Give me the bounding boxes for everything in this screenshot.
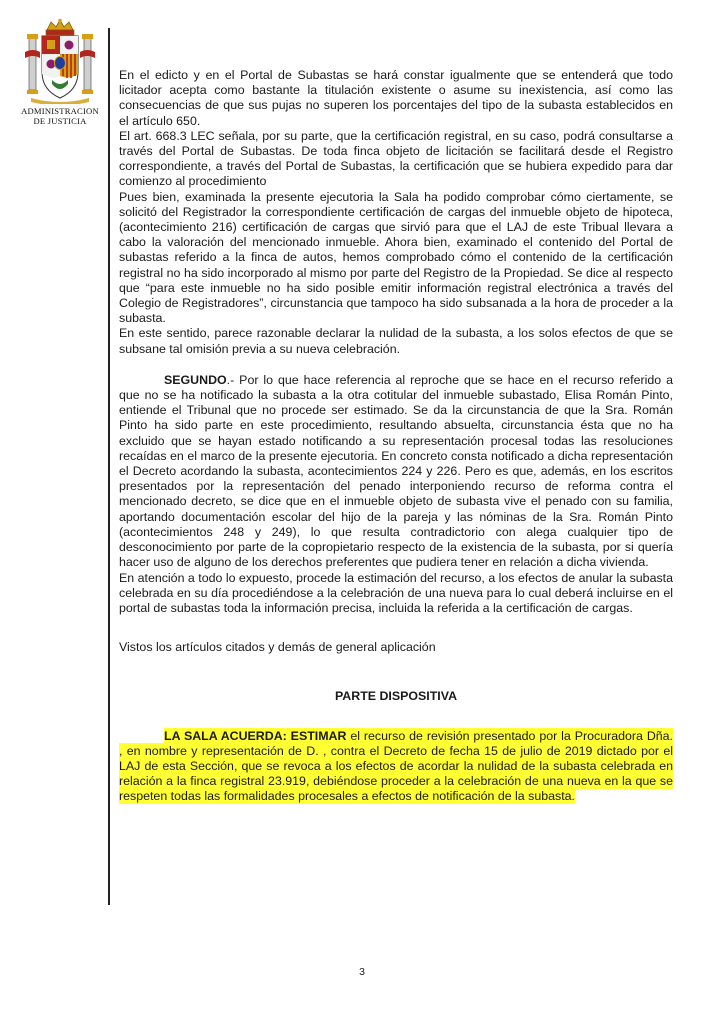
header-logo [20, 18, 100, 126]
ruling-decision: LA SALA ACUERDA: ESTIMAR [164, 728, 347, 743]
document-body [119, 68, 673, 805]
paragraph: El art. 668.3 LEC señala, por su parte, que la certificación registral, en su caso, podrá consultarse a través del Portal de Subastas. De toda finca objeto de licitación se facilitará desde el Registro correspondiente, a través del Portal de Subastas, la certificación que se hubiera expedido para dar comienzo al procedimiento [119, 128, 673, 189]
coat-of-arms-icon [23, 18, 97, 104]
segundo-text: .- Por lo que hace referencia al reproche que se hace en el recurso referido a que no se ha notificado la subasta a la otra cotitular del inmueble subastado, Elisa Román Pinto, entiende el Tribunal que no procede ser estimado. Se da la circunstancia de que la Sra. Román Pinto ha sido parte en este procedimiento, resultando absuelta, circunstancia ésta que no ha excluido que se hayan estado notificando a su representación procesal todas las resoluciones recaídas en el marco de la presente ejecutoria. En concreto consta notificado a dicha representación el Decreto acordando la subasta, acontecimientos 224 y 226. Pero es que, además, en los escritos presentados por la representación del penado interponiendo recurso de reforma contra el mencionado decreto, se dice que en el inmueble objeto de subasta vive el penado con su familia, aportando documentación escolar del hijo de la pareja y las nóminas de la Sra. Román Pinto (acontecimientos 248 y 249), lo que resulta contradictorio con alega cualquier tipo de desconocimiento por parte de la copropietario respecto de la existencia de la subasta, por si quería hacer uso de alguno de los derechos preferentes que pudiera tener en relación a dicha vivienda. [119, 372, 673, 570]
paragraph: En el edicto y en el Portal de Subastas se hará constar igualmente que se entenderá que todo licitador acepta como bastante la titulación existente o asume su inexistencia, así como las consecuencias de que sus pujas no superen los porcentajes del tipo de la subasta establecidos en el artículo 650. [119, 68, 673, 128]
paragraph: Pues bien, examinada la presente ejecutoria la Sala ha podido comprobar cómo ciertamente, se solicitó del Registrador la correspondiente certificación de cargas del inmueble objeto de hipoteca, (acontecimiento 216) certificación de cargas que sirvió para que el LAJ de este Tribual llevara a cabo la valoración del mencionado inmueble. Ahora bien, examinado el contenido del Portal de subastas referido a la finca de autos, hemos comprobado cómo el contenido de la certificación registral no ha sido incorporado al mismo por parte del Registro de la Propiedad. Se dice al respecto que “para este inmueble no ha sido posible emitir información registral electrónica a través del Colegio de Registradores”, circunstancia que tampoco ha sido subsanada a la hora de proceder a la subasta. [119, 189, 673, 326]
segundo-paragraph [119, 373, 673, 571]
section-heading: PARTE DISPOSITIVA [334, 689, 458, 704]
paragraph: En atención a todo lo expuesto, procede la estimación del recurso, a los efectos de anular la subasta celebrada en su día procediéndose a la celebración de una nueva para lo cual deberá incluirse en el portal de subastas toda la información precisa, incluida la referida a la certificación de cargas. [119, 570, 673, 615]
margin-rule [108, 28, 110, 905]
ruling-paragraph [119, 729, 673, 805]
institution-name [20, 106, 100, 126]
vistos-line: Vistos los artículos citados y demás de general aplicación [119, 640, 436, 655]
ruling-text: el recurso de revisión presentado por la Procuradora Dña. , en nombre y representación de D. , contra el Decreto de fecha 15 de julio de 2019 dictado por el LAJ de esta Sección, que se revoca a los efectos de acordar la nulidad de la subasta celebrada en relación a la finca registral 23.919, debiéndose proceder a la celebración de una nueva en la que se respeten todas las formalidades procesales a efectos de notificación de la subasta. [119, 728, 673, 804]
paragraph: En este sentido, parece razonable declarar la nulidad de la subasta, a los solos efectos de que se subsane tal omisión previa a su nueva celebración. [119, 326, 673, 356]
institution-line-1: ADMINISTRACION [21, 106, 99, 116]
segundo-label: SEGUNDO [164, 372, 227, 387]
institution-line-2: DE JUSTICIA [33, 116, 87, 126]
page-number: 3 [359, 966, 365, 978]
